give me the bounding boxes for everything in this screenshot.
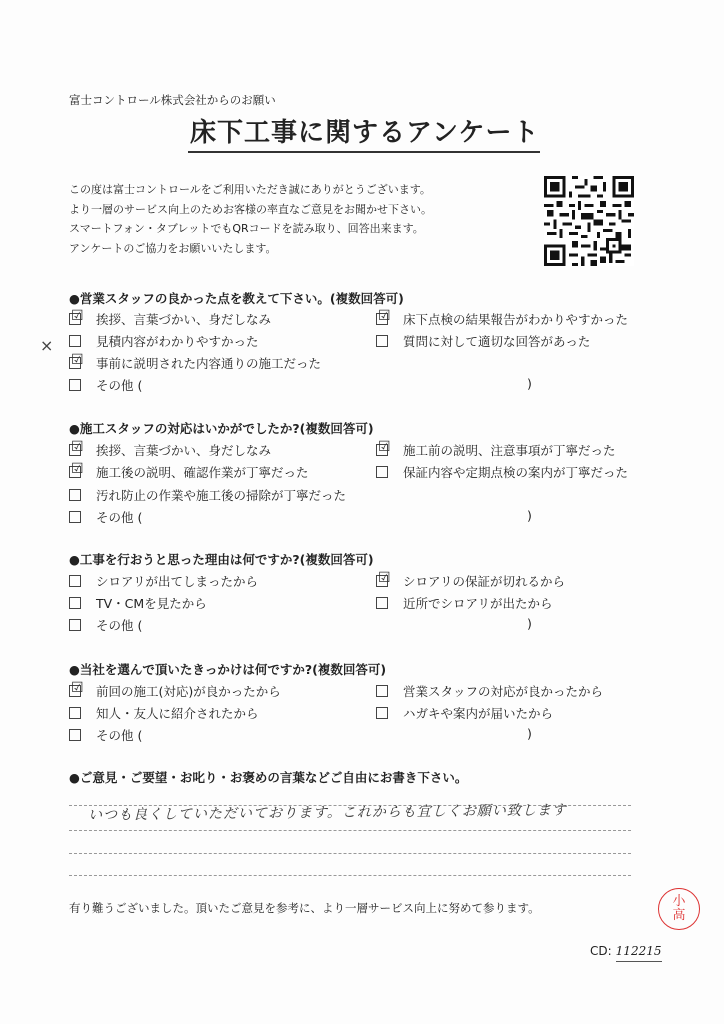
other-label: その他 (: [96, 728, 143, 743]
option-label: 施工後の説明、確認作業が丁寧だった: [96, 465, 309, 480]
hanko-stamp: [658, 888, 700, 930]
option-label: シロアリの保証が切れるから: [403, 574, 566, 589]
option-s1-report[interactable]: [376, 310, 628, 328]
option-s4-sales-response[interactable]: [376, 682, 603, 700]
other-label: その他 (: [96, 618, 143, 633]
option-label: 前回の施工(対応)が良かったから: [96, 684, 281, 699]
checkbox[interactable]: [69, 461, 84, 478]
checkbox[interactable]: [69, 439, 84, 456]
check-mark-icon: ☑: [71, 461, 84, 477]
checkbox[interactable]: [69, 680, 84, 697]
stamp-char: 高: [672, 908, 686, 923]
checkbox[interactable]: [376, 570, 391, 587]
handwritten-comment[interactable]: いつも良くしていただいております。これからも宜しくお願い致します: [87, 802, 567, 824]
stamp-char: 小: [672, 894, 686, 909]
other-label: その他 (: [96, 510, 143, 525]
checkbox[interactable]: [376, 335, 388, 347]
other-close-paren: ): [527, 508, 532, 523]
option-label: 見積内容がわかりやすかった: [96, 334, 259, 349]
comment-rule-line: [69, 830, 631, 831]
option-label: 汚れ防止の作業や施工後の掃除が丁寧だった: [96, 488, 347, 503]
intro-line: より一層のサービス向上のためお客様の率直なご意見をお聞かせ下さい。: [69, 202, 432, 216]
checkbox[interactable]: [376, 308, 391, 325]
checkbox[interactable]: [69, 707, 81, 719]
option-label: 営業スタッフの対応が良かったから: [403, 684, 604, 699]
intro-line: スマートフォン・タブレットでもQRコードを読み取り、回答出来ます。: [69, 222, 424, 235]
section-heading-reason: ●工事を行おうと思った理由は何ですか?(複数回答可): [69, 552, 374, 567]
option-s2-other[interactable]: [69, 508, 142, 526]
option-s2-after-explanation[interactable]: [69, 463, 309, 481]
checkbox[interactable]: [376, 597, 388, 609]
option-s2-warranty-guidance[interactable]: [376, 463, 628, 481]
company-line: 富士コントロール株式会社からのお願い: [69, 93, 276, 107]
check-mark-icon: ☑: [378, 439, 391, 455]
option-label: 近所でシロアリが出たから: [403, 596, 553, 611]
other-close-paren: ): [527, 616, 532, 631]
section-heading-construction-staff: ●施工スタッフの対応はいかがでしたか?(複数回答可): [69, 421, 374, 436]
checkbox[interactable]: [69, 379, 81, 391]
option-label: 挨拶、言葉づかい、身だしなみ: [96, 443, 272, 458]
checkbox[interactable]: [69, 729, 81, 741]
page-title: 床下工事に関するアンケート: [190, 118, 540, 148]
check-mark-icon: ☑: [378, 308, 391, 324]
option-label: 保証内容や定期点検の案内が丁寧だった: [403, 465, 629, 480]
check-mark-icon: ☑: [378, 570, 391, 586]
cd-field: [590, 944, 661, 958]
option-label: 床下点検の結果報告がわかりやすかった: [403, 312, 629, 327]
checkbox[interactable]: [69, 308, 84, 325]
checkbox[interactable]: [69, 575, 81, 587]
section-heading-comments: ●ご意見・ご要望・お叱り・お褒めの言葉などご自由にお書き下さい。: [69, 770, 468, 785]
checkbox[interactable]: [69, 352, 84, 369]
option-s3-other[interactable]: [69, 616, 142, 634]
option-s3-warranty-expiring[interactable]: [376, 572, 565, 590]
checkbox[interactable]: [376, 466, 388, 478]
option-label: ハガキや案内が届いたから: [403, 706, 554, 721]
option-s3-neighbor[interactable]: [376, 594, 553, 612]
option-label: 質問に対して適切な回答があった: [403, 334, 591, 349]
option-s4-postcard[interactable]: [376, 704, 553, 722]
checkbox[interactable]: [376, 685, 388, 697]
cd-value: 112215: [615, 944, 662, 958]
option-label: 挨拶、言葉づかい、身だしなみ: [96, 312, 272, 327]
option-s4-referral[interactable]: [69, 704, 259, 722]
other-close-paren: ): [527, 376, 532, 391]
checkbox[interactable]: [69, 511, 81, 523]
option-s2-before-explanation[interactable]: [376, 441, 616, 459]
check-mark-icon: ☑: [71, 439, 84, 455]
other-close-paren: ): [527, 726, 532, 741]
option-label: 事前に説明された内容通りの施工だった: [96, 356, 322, 371]
intro-line: アンケートのご協力をお願いいたします。: [69, 241, 277, 255]
option-s4-other[interactable]: [69, 726, 142, 744]
option-label: 施工前の説明、注意事項が丁寧だった: [403, 443, 616, 458]
option-s1-other[interactable]: [69, 376, 142, 394]
option-s1-as-explained[interactable]: [69, 354, 321, 372]
option-s1-answers[interactable]: [376, 332, 590, 350]
comment-rule-line: [69, 853, 631, 854]
option-label: 知人・友人に紹介されたから: [96, 706, 259, 721]
option-s4-previous-work[interactable]: [69, 682, 281, 700]
intro-text: [69, 180, 432, 258]
check-mark-icon: ☑: [71, 352, 84, 368]
section-heading-trigger: ●当社を選んで頂いたきっかけは何ですか?(複数回答可): [69, 662, 387, 677]
qr-code-icon: [544, 176, 634, 266]
option-s1-greeting[interactable]: [69, 310, 271, 328]
check-mark-icon: ☑: [71, 680, 84, 696]
cd-underline: [616, 961, 662, 962]
option-s2-greeting[interactable]: [69, 441, 271, 459]
checkbox[interactable]: [69, 597, 81, 609]
checkbox[interactable]: [69, 335, 81, 347]
checkbox[interactable]: [376, 707, 388, 719]
option-label: TV・CMを見たから: [96, 596, 207, 611]
checkbox[interactable]: [69, 489, 81, 501]
option-s3-termites[interactable]: [69, 572, 258, 590]
option-s3-tv-cm[interactable]: [69, 594, 207, 612]
option-label: シロアリが出てしまったから: [96, 574, 259, 589]
checkbox[interactable]: [376, 439, 391, 456]
option-s2-cleanup[interactable]: [69, 486, 346, 504]
checkbox[interactable]: [69, 619, 81, 631]
margin-x-mark: ×: [40, 336, 54, 355]
intro-line: この度は富士コントロールをご利用いただき誠にありがとうございます。: [69, 183, 431, 196]
option-s1-estimate[interactable]: [69, 332, 259, 350]
check-mark-icon: ☑: [71, 308, 84, 324]
section-heading-sales-staff: ●営業スタッフの良かった点を教えて下さい。(複数回答可): [69, 291, 404, 306]
comment-rule-line: [69, 875, 631, 876]
thanks-message: 有り難うございました。頂いたご意見を参考に、より一層サービス向上に努めて参ります。: [69, 901, 540, 915]
title-underline: [188, 151, 540, 153]
cd-label: CD:: [590, 944, 612, 958]
other-label: その他 (: [96, 378, 143, 393]
